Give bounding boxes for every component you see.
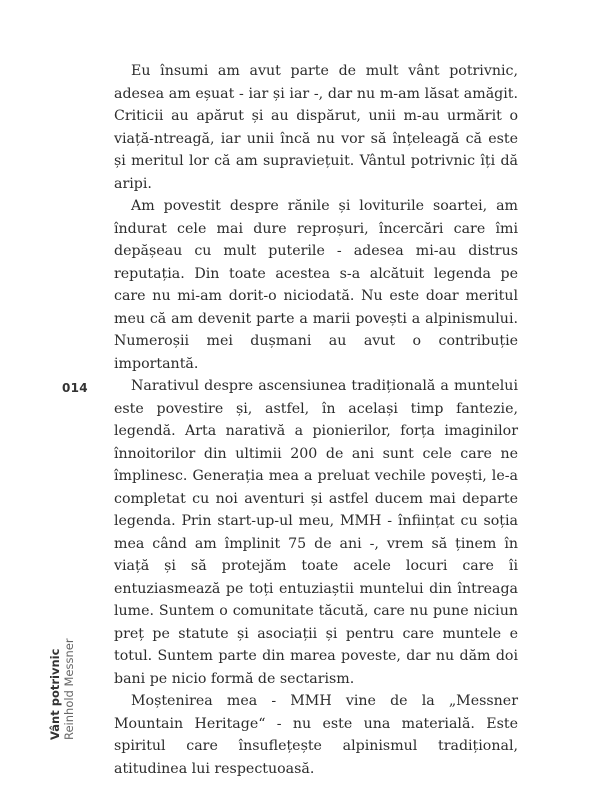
paragraph-1: Eu însumi am avut parte de mult vânt potrivnic, adesea am eșuat - iar și iar -, dar nu m-am lăsat amăgit. Criticii au apărut și au dispărut, unii m-au urmărit o viață-ntreagă, iar unii încă nu vor să înțeleagă că este și meritul lor că am supraviețuit. Vântul potrivnic îți dă aripi. xyxy=(114,63,518,192)
paragraph-3: Narativul despre ascensiunea tradițională a muntelui este povestire și, astfel, în același timp fantezie, legendă. Arta narativă a pionierilor, forța imaginilor înnoitorilor din ultimii 200 de ani sunt cele care ne împlinesc. Generația mea a preluat vechile povești, le-a completat cu noi aventuri și astfel ducem mai departe legenda. Prin start-up-ul meu, MMH - înființat cu soția mea când am împlinit 75 de ani -, vrem să ținem în viață și să protejăm toate acele locuri care îi entuziasmează pe toți entuziaștii muntelui din întreaga lume. Suntem o comunitate tăcută, care nu pune niciun preț pe statute și asociații și pentru care muntele e totul. Suntem parte din marea poveste, dar nu dăm doi bani pe nicio formă de sectarism. xyxy=(114,378,518,687)
body-text xyxy=(114,60,518,780)
running-footer xyxy=(48,638,76,740)
paragraph-4: Moștenirea mea - MMH vine de la „Messner Mountain Heritage“ - nu este una materială. Este spiritul care însuflețește alpinismul tradițional, atitudinea lui respectuoasă. xyxy=(114,693,518,777)
page-number: 014 xyxy=(62,381,88,395)
author-name: Reinhold Messner xyxy=(62,638,76,740)
paragraph-2: Am povestit despre rănile și loviturile soartei, am îndurat cele mai dure reproșuri, încercări care îmi depășeau cu mult puterile - adesea mi-au distrus reputația. Din toate acestea s-a alcătuit legenda pe care nu mi-am dorit-o niciodată. Nu este doar meritul meu că am devenit parte a marii povești a alpinismului. Numeroșii mei dușmani au avut o contribuție importantă. xyxy=(114,198,518,372)
book-title: Vânt potrivnic xyxy=(48,648,62,740)
